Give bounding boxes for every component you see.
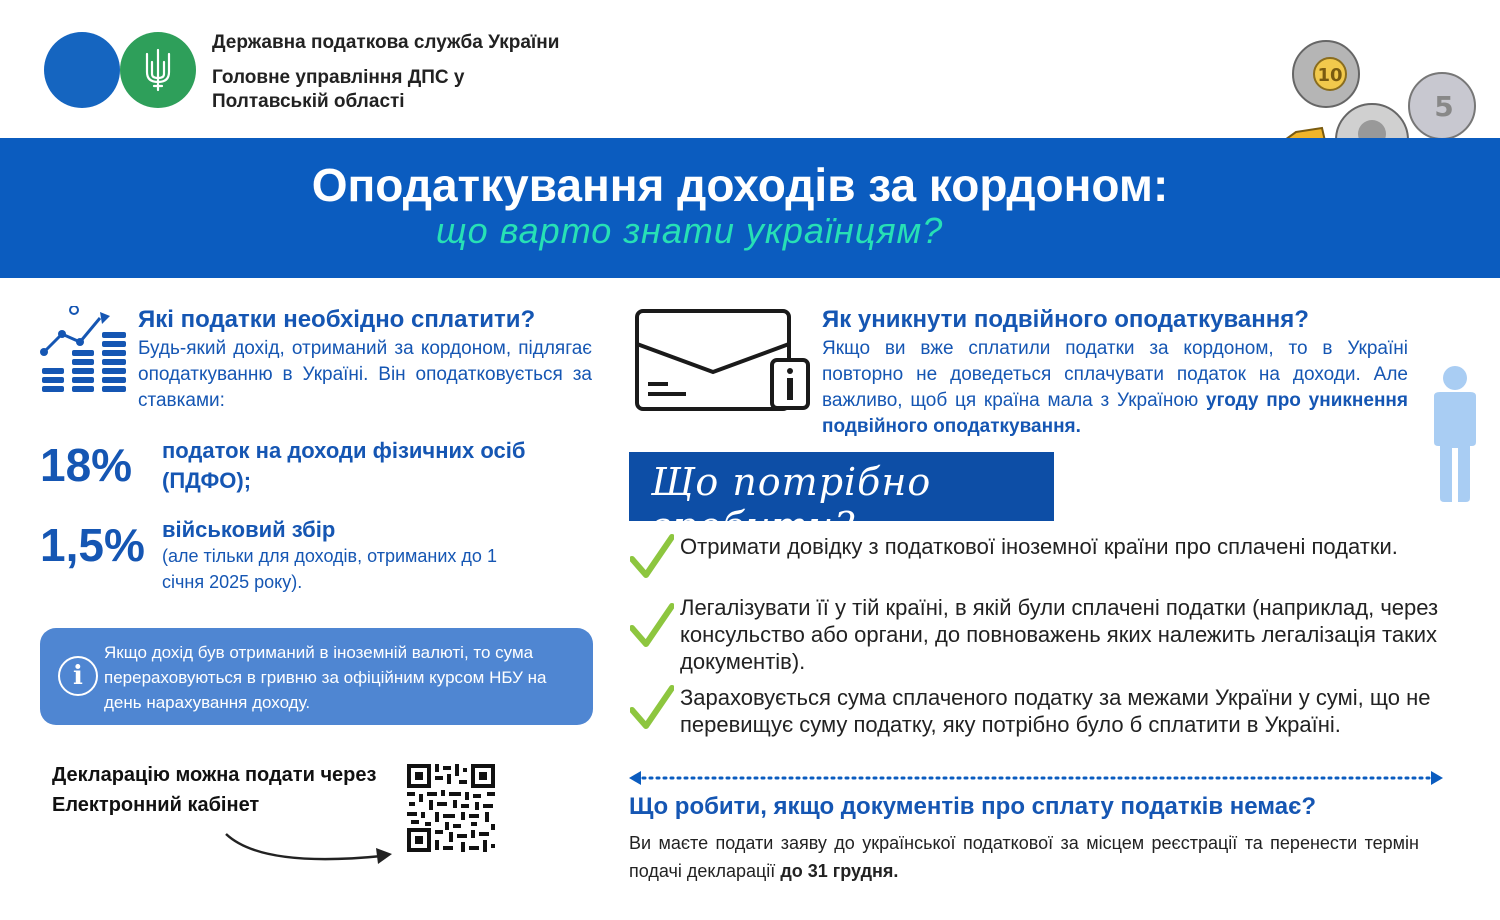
todo-heading: Що потрібно зробити? <box>651 460 932 548</box>
declaration-text: Декларацію можна подати через Електронний кабінет <box>52 764 377 816</box>
growth-chart-icon <box>40 306 130 396</box>
rate-pdfo-label: податок на доходи фізичних осіб (ПДФО); <box>162 438 526 493</box>
step-item-1 <box>630 533 1460 593</box>
no-docs-body: Ви маєте подати заяву до української податкової за місцем реєстрації та перенести термін подачі декларації <box>629 833 1419 881</box>
trident-icon <box>143 48 173 92</box>
title-banner <box>0 138 1500 278</box>
step-text-3: Зараховується сума сплаченого податку за межами України у сумі, що не перевищує суму податку, яку потрібно було б сплатити в Україні. <box>680 685 1431 737</box>
step-text-1: Отримати довідку з податкової іноземної країни про сплачені податки. <box>680 534 1398 559</box>
taxes-text: Будь-який дохід, отриманий за кордоном, підлягає оподаткуванню в Україні. Він оподатковується за ставками: <box>138 338 592 411</box>
check-icon <box>630 684 674 730</box>
envelope-info-icon <box>634 308 814 414</box>
svg-text:10: 10 <box>1317 65 1343 86</box>
org-name: Державна податкова служба України <box>212 32 560 53</box>
rate-pdfo-value: 18% <box>40 439 133 491</box>
currency-info-box <box>40 628 593 725</box>
logo-blue-circle <box>44 32 120 108</box>
no-docs-heading: Що робити, якщо документів про сплату податків немає? <box>629 793 1316 820</box>
rate-military-note: (але тільки для доходів, отриманих до 1 січня 2025 року). <box>162 546 497 592</box>
double-taxation-text <box>822 336 1408 440</box>
step-text-2: Легалізувати її у тій країні, в якій були сплачені податки (наприклад, через консульство або органи, до повноважень яких належить легалізація таких документів). <box>680 595 1439 674</box>
check-icon <box>630 602 674 648</box>
step-item-2 <box>630 594 1460 678</box>
info-icon: i <box>58 656 98 696</box>
svg-text:5: 5 <box>1434 90 1454 123</box>
no-docs-deadline: до 31 грудня. <box>780 861 899 881</box>
rate-military-value: 1,5% <box>40 519 145 571</box>
header <box>0 0 1500 138</box>
logo-green-circle <box>120 32 196 108</box>
double-taxation-heading: Як уникнути подвійного оподаткування? <box>822 306 1309 333</box>
taxes-heading: Які податки необхідно сплатити? <box>138 306 536 333</box>
double-taxation-agreement: угоду про уникнення подвійного оподаткування. <box>822 390 1408 437</box>
qr-code-icon[interactable] <box>405 762 497 854</box>
step-item-3 <box>630 684 1460 768</box>
curved-arrow-icon <box>222 822 402 870</box>
currency-info-text: Якщо дохід був отриманий в іноземній валюті, то сума перераховуються в гривню за офіційним курсом НБУ на день нарахування доходу. <box>104 643 547 712</box>
no-docs-text <box>629 829 1419 885</box>
double-taxation-body: Якщо ви вже сплатили податки за кордоном, то в Україні повторно не доведеться сплачувати податок на доходи. Але важливо, щоб ця країна мала з Україною <box>822 338 1408 411</box>
person-icon <box>1428 366 1482 502</box>
rate-military-label: військовий збір <box>162 517 336 542</box>
page-subtitle: що варто знати українцям? <box>436 210 944 251</box>
todo-banner <box>629 452 1054 548</box>
page-title: Оподаткування доходів за кордоном: <box>311 159 1169 211</box>
check-icon <box>630 533 674 579</box>
dotted-divider <box>629 769 1445 787</box>
org-department: Головне управління ДПС у Полтавській області <box>212 67 465 112</box>
